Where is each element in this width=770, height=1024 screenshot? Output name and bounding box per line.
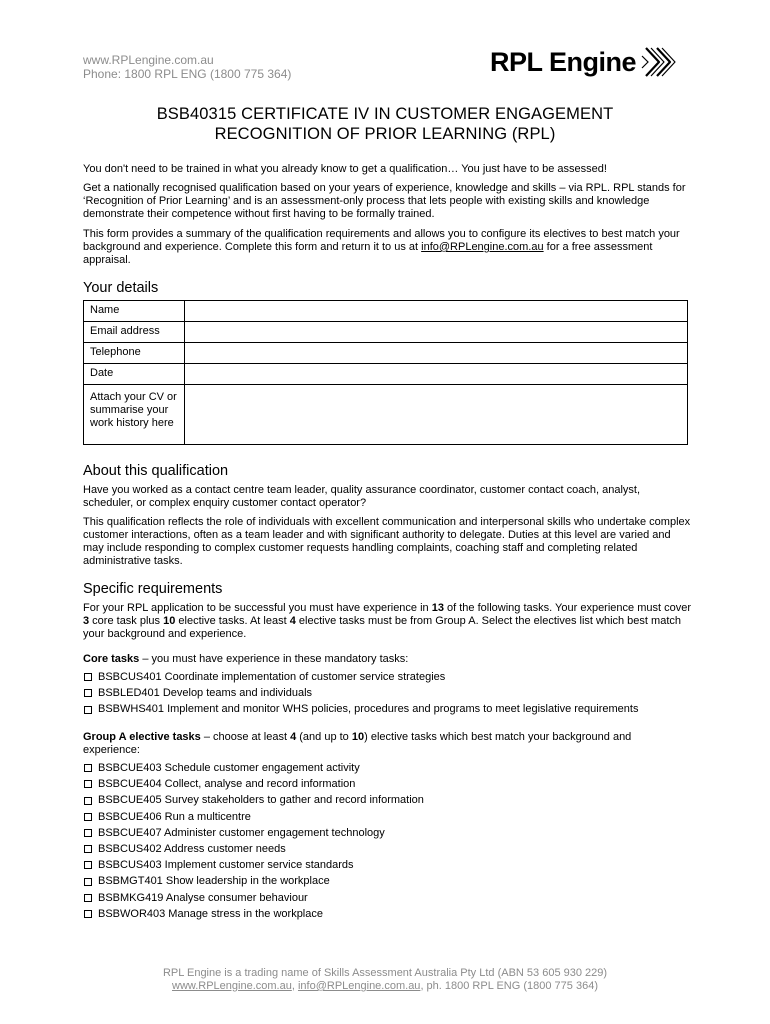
contact-info: [83, 53, 291, 81]
your-details-heading: Your details: [83, 280, 159, 296]
email-field[interactable]: [185, 322, 688, 343]
checkbox[interactable]: [84, 894, 92, 902]
req-groupa-count: 4: [289, 615, 296, 627]
phone-text: Phone: 1800 RPL ENG (1800 775 364): [83, 67, 292, 81]
date-field[interactable]: [185, 364, 688, 385]
checkbox[interactable]: [84, 780, 92, 788]
cv-field[interactable]: [185, 385, 688, 445]
intro-paragraph-3: [83, 228, 693, 267]
table-row: [84, 343, 688, 364]
list-item: [83, 760, 688, 776]
checkbox[interactable]: [84, 764, 92, 772]
footer-website-link[interactable]: www.RPLengine.com.au: [172, 980, 292, 992]
website-text: www.RPLengine.com.au: [83, 53, 214, 67]
cv-label: Attach your CV or summarise your work history here: [84, 385, 185, 445]
checkbox[interactable]: [84, 878, 92, 886]
about-paragraph-1: Have you worked as a contact centre team leader, quality assurance coordinator, customer contact coach, analyst, scheduler, or complex enquiry customer contact operator?: [83, 484, 641, 509]
group-a-title: Group A elective tasks: [83, 731, 201, 743]
table-row: [84, 301, 688, 322]
task-label: BSBMGT401 Show leadership in the workplace: [98, 875, 330, 888]
intro-p3-tail: for a free assessment appraisal.: [83, 241, 653, 266]
title-line-2: RECOGNITION OF PRIOR LEARNING (RPL): [214, 125, 556, 143]
details-table: [83, 300, 688, 445]
checkbox[interactable]: [84, 829, 92, 837]
task-label: BSBLED401 Develop teams and individuals: [98, 687, 313, 700]
group-a-min: 4: [290, 731, 297, 743]
double-chevron-icon: [640, 44, 678, 80]
task-label: BSBCUS401 Coordinate implementation of customer service strategies: [98, 671, 446, 683]
list-item: [83, 906, 688, 922]
task-label: BSBCUE403 Schedule customer engagement activity: [98, 762, 360, 774]
task-label: BSBWHS401 Implement and monitor WHS policies, procedures and programs to meet legislative requirements: [98, 703, 639, 716]
requirements-paragraph: [83, 602, 693, 641]
req-text: For your RPL application to be successful you must have experience in: [83, 602, 432, 614]
group-a-desc: – choose at least: [200, 731, 291, 743]
task-label: BSBCUE407 Administer customer engagement technology: [98, 826, 385, 839]
footer-contact-line: [0, 980, 770, 993]
core-tasks-title: Core tasks: [83, 653, 140, 665]
title-line-1: BSB40315 CERTIFICATE IV IN CUSTOMER ENGAGEMENT: [156, 105, 614, 123]
email-link[interactable]: info@RPLengine.com.au: [421, 241, 544, 253]
intro-paragraph-2: Get a nationally recognised qualification based on your years of experience, knowledge and skills – via RPL. RPL stands for ‘Recognition of Prior Learning’ and is an assessment-only process that lets people with existing skills and knowledge demonstrate their competence without first having to be formally trained.: [83, 182, 686, 220]
list-item: [83, 890, 688, 906]
checkbox[interactable]: [84, 706, 92, 714]
checkbox[interactable]: [84, 797, 92, 805]
list-item: [83, 669, 688, 685]
logo-text: RPL Engine: [490, 46, 637, 77]
list-item: [83, 825, 688, 841]
task-label: BSBCUE405 Survey stakeholders to gather and record information: [98, 794, 424, 807]
footer-email-link[interactable]: info@RPLengine.com.au: [297, 980, 421, 992]
name-label: Name: [84, 301, 185, 322]
requirements-heading: Specific requirements: [83, 581, 223, 597]
list-item: [83, 792, 688, 808]
group-a-tasks-list: [83, 731, 688, 922]
table-row: [84, 322, 688, 343]
list-item: [83, 857, 688, 873]
page-title: [0, 104, 770, 144]
name-field[interactable]: [185, 301, 688, 322]
list-item: [83, 701, 688, 717]
task-label: BSBMKG419 Analyse consumer behaviour: [98, 891, 308, 904]
checkbox[interactable]: [84, 910, 92, 918]
task-label: BSBCUE406 Run a multicentre: [98, 810, 251, 823]
about-paragraph-2: This qualification reflects the role of individuals with excellent communication and interpersonal skills who undertake complex customer interactions, often as a team leader and with significant authority to delegate. Duties at this level are varied and may include responding to complex customer requests handling complaints, coaching staff and completing related administrative tasks.: [83, 516, 691, 567]
group-a-max: 10: [351, 731, 365, 743]
list-item: [83, 776, 688, 792]
core-tasks-lead: [83, 653, 688, 666]
intro-paragraph-1: You don't need to be trained in what you already know to get a qualification… You just have to be assessed!: [83, 163, 607, 175]
checkbox[interactable]: [84, 861, 92, 869]
telephone-field[interactable]: [185, 343, 688, 364]
footer-separator: ,: [291, 980, 298, 992]
task-label: BSBCUE404 Collect, analyse and record information: [98, 778, 356, 791]
req-text: elective tasks must be from Group A. Select the electives list which best match your background and experience.: [83, 615, 681, 640]
list-item: [83, 841, 688, 857]
checkbox[interactable]: [84, 673, 92, 681]
req-total: 13: [431, 602, 444, 614]
list-item: [83, 809, 688, 825]
table-row: [84, 385, 688, 445]
checkbox[interactable]: [84, 689, 92, 697]
core-tasks-list: [83, 653, 688, 718]
req-text: core task plus: [89, 615, 164, 627]
task-label: BSBWOR403 Manage stress in the workplace: [98, 907, 323, 920]
list-item: [83, 685, 688, 701]
checkbox[interactable]: [84, 845, 92, 853]
list-item: [83, 873, 688, 889]
req-text: elective tasks. At least: [175, 615, 290, 627]
req-text: of the following tasks. Your experience must cover: [443, 602, 691, 614]
task-label: BSBCUS403 Implement customer service standards: [98, 859, 354, 872]
footer-company-line: RPL Engine is a trading name of Skills Assessment Australia Pty Ltd (ABN 53 605 930 229): [162, 967, 608, 979]
email-label: Email address: [84, 322, 185, 343]
core-tasks-desc: – you must have experience in these mandatory tasks:: [139, 653, 409, 665]
table-row: [84, 364, 688, 385]
group-a-desc: (and up to: [296, 731, 352, 743]
checkbox[interactable]: [84, 813, 92, 821]
date-label: Date: [84, 364, 185, 385]
footer-phone-text: , ph. 1800 RPL ENG (1800 775 364): [420, 980, 598, 992]
telephone-label: Telephone: [84, 343, 185, 364]
req-core-count: 3: [83, 615, 90, 627]
task-label: BSBCUS402 Address customer needs: [98, 843, 286, 856]
group-a-lead: [83, 731, 688, 757]
intro-p3-text: This form provides a summary of the qualification requirements and allows you to configure its electives to best match your background and experience. Complete this form and return it to us at: [83, 228, 680, 253]
logo: [490, 44, 678, 80]
page-footer: [0, 967, 770, 993]
group-a-desc: ) elective tasks which best match your background and experience:: [83, 731, 632, 756]
about-heading: About this qualification: [83, 463, 229, 479]
req-elective-count: 10: [163, 615, 176, 627]
